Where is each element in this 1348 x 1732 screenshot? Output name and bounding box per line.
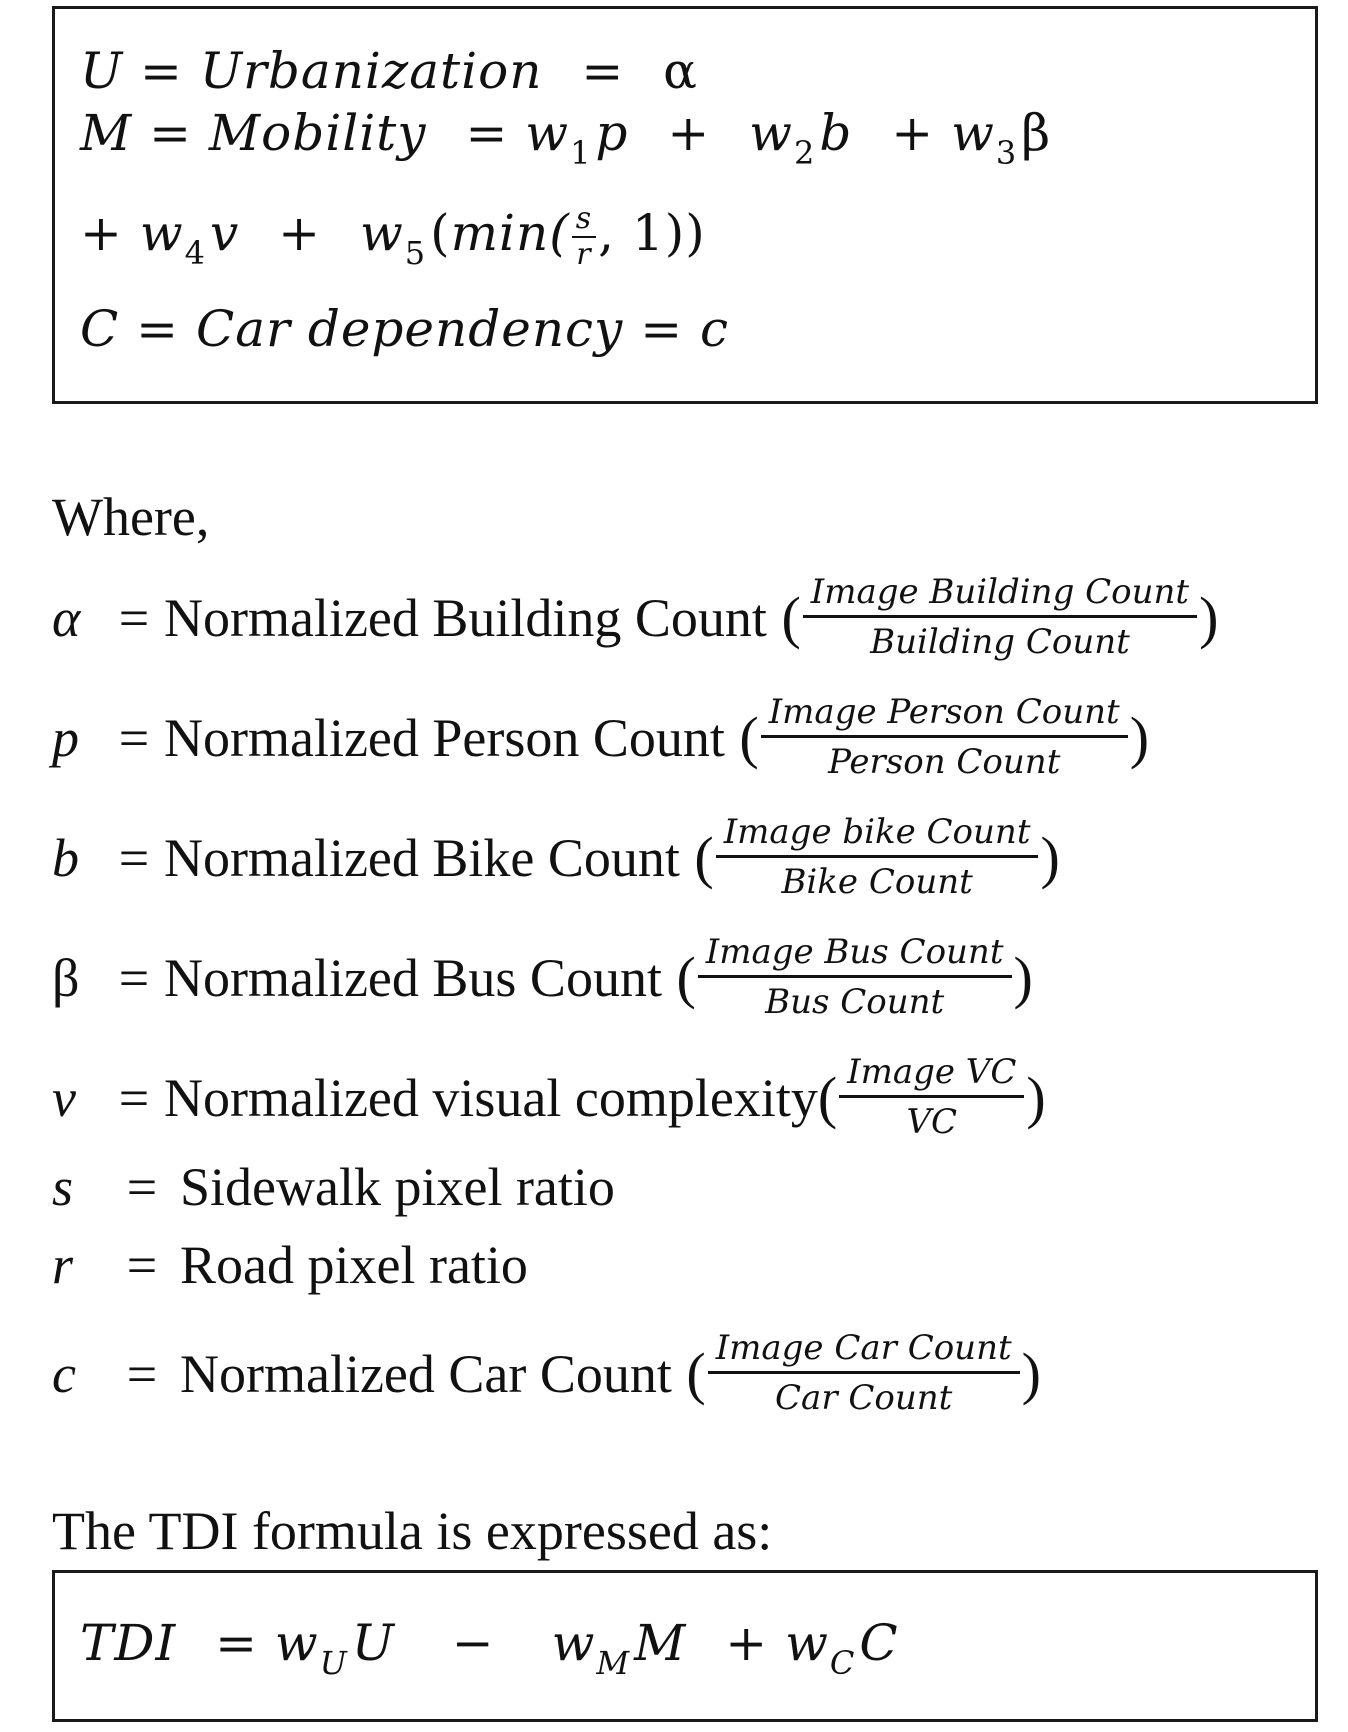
weight-wU: w	[274, 1614, 319, 1672]
def-fraction: $\frac{\text{Image Building Count}}{\text{Building Count}}$	[803, 574, 1197, 662]
def-fraction: $\frac{\text{Image VC}}{VC}$	[839, 1054, 1024, 1142]
weight-w5: w	[359, 204, 404, 262]
var-v: v	[209, 204, 240, 262]
where-label: Where,	[52, 487, 210, 547]
var-U-tdi: U	[351, 1614, 395, 1672]
subscript-M: M	[596, 1644, 631, 1683]
var-C-tdi: C	[859, 1614, 899, 1672]
var-b: b	[819, 104, 853, 162]
subscript-2: 2	[793, 134, 816, 173]
def-desc: Normalized visual complexity	[164, 1067, 818, 1128]
def-fraction: $\frac{\text{Image bike Count}}{\text{Bike Count}}$	[716, 814, 1039, 902]
def-desc: Sidewalk pixel ratio	[180, 1157, 615, 1217]
subscript-3: 3	[995, 134, 1018, 173]
weight-wM: w	[551, 1614, 596, 1672]
formula-urbanization: U = Urbanization = α	[80, 42, 698, 100]
tdi-intro: The TDI formula is expressed as:	[52, 1501, 773, 1561]
definition-p: p = Normalized Person Count ( $\frac{\text{Image Person Count}}{\text{Person Count}}$ )	[52, 692, 1150, 783]
formula-mobility-cont: + $w_4v + w_5(\min$( $\frac{s}{r}$ , 1))	[80, 201, 706, 273]
def-var: v	[52, 1067, 76, 1128]
def-var: c	[52, 1343, 76, 1404]
weight-w2: w	[749, 104, 793, 162]
def-fraction: $\frac{\text{Image Car Count}}{\text{Car Count}}$	[708, 1330, 1020, 1418]
subscript-4: 4	[184, 234, 206, 273]
def-fraction: $\frac{\text{Image Person Count}}{\text{Person Count}}$	[761, 694, 1128, 782]
var-M: M	[80, 104, 133, 162]
var-M-tdi: M	[634, 1614, 687, 1672]
subscript-5: 5	[404, 234, 427, 273]
label-car-dependency: Car dependency	[195, 300, 624, 358]
definition-b: b = Normalized Bike Count ( $\frac{\text{Image bike Count}}{\text{Bike Count}}$ )	[52, 812, 1060, 903]
subscript-1: 1	[570, 134, 592, 173]
def-var: b	[52, 827, 79, 888]
label-urbanization: Urbanization	[199, 42, 543, 100]
min-function: min(	[450, 204, 570, 262]
fraction-s-over-r: $\frac{s}{r}$	[572, 204, 596, 270]
weight-w3: w	[951, 104, 995, 162]
var-C: C	[80, 300, 120, 358]
definition-r: r = Road pixel ratio	[52, 1235, 528, 1295]
var-p: p	[595, 104, 629, 162]
subscript-C: C	[829, 1644, 856, 1683]
def-desc: Normalized Person Count	[164, 707, 725, 768]
def-desc: Normalized Car Count	[180, 1343, 672, 1404]
def-fraction: $\frac{\text{Image Bus Count}}{\text{Bus Count}}$	[698, 934, 1012, 1022]
formula-tdi: TDI = $w_UU - w_MM + w_CC$	[80, 1614, 899, 1683]
var-U: U	[80, 42, 124, 100]
definition-beta: β = Normalized Bus Count ( $\frac{\text{Image Bus Count}}{\text{Bus Count}}$ )	[52, 932, 1033, 1023]
weight-wC: w	[785, 1614, 829, 1672]
definition-v: v = Normalized visual complexity ( $\frac{\text{Image VC}}{VC}$ )	[52, 1052, 1046, 1143]
label-mobility: Mobility	[208, 104, 427, 162]
var-c: c	[699, 300, 729, 358]
def-var: α	[52, 587, 81, 648]
definition-alpha: α = Normalized Building Count ( $\frac{\text{Image Building Count}}{\text{Building Count}}$ )	[52, 572, 1219, 663]
subscript-U: U	[319, 1644, 348, 1683]
def-desc: Normalized Bike Count	[164, 827, 680, 888]
def-desc: Normalized Bus Count	[164, 947, 662, 1008]
def-var: s	[52, 1157, 74, 1217]
definition-c: c = Normalized Car Count ( $\frac{\text{Image Car Count}}{\text{Car Count}}$ )	[52, 1328, 1041, 1419]
def-var: p	[52, 707, 79, 768]
min-tail: , 1))	[598, 204, 706, 262]
formula-mobility: M = Mobility = $w_1p + w_2b + w_3\beta$	[80, 104, 1052, 173]
weight-w4: w	[139, 204, 184, 262]
formula-car-dependency: C = Car dependency = c	[80, 300, 729, 358]
var-TDI: TDI	[80, 1614, 177, 1672]
def-desc: Normalized Building Count	[164, 587, 767, 648]
var-alpha: α	[663, 42, 698, 100]
definition-s: s = Sidewalk pixel ratio	[52, 1157, 615, 1217]
def-desc: Road pixel ratio	[180, 1235, 528, 1295]
var-beta: β	[1021, 104, 1052, 162]
def-var: r	[52, 1235, 74, 1295]
weight-w1: w	[525, 104, 570, 162]
def-var: β	[52, 947, 80, 1008]
